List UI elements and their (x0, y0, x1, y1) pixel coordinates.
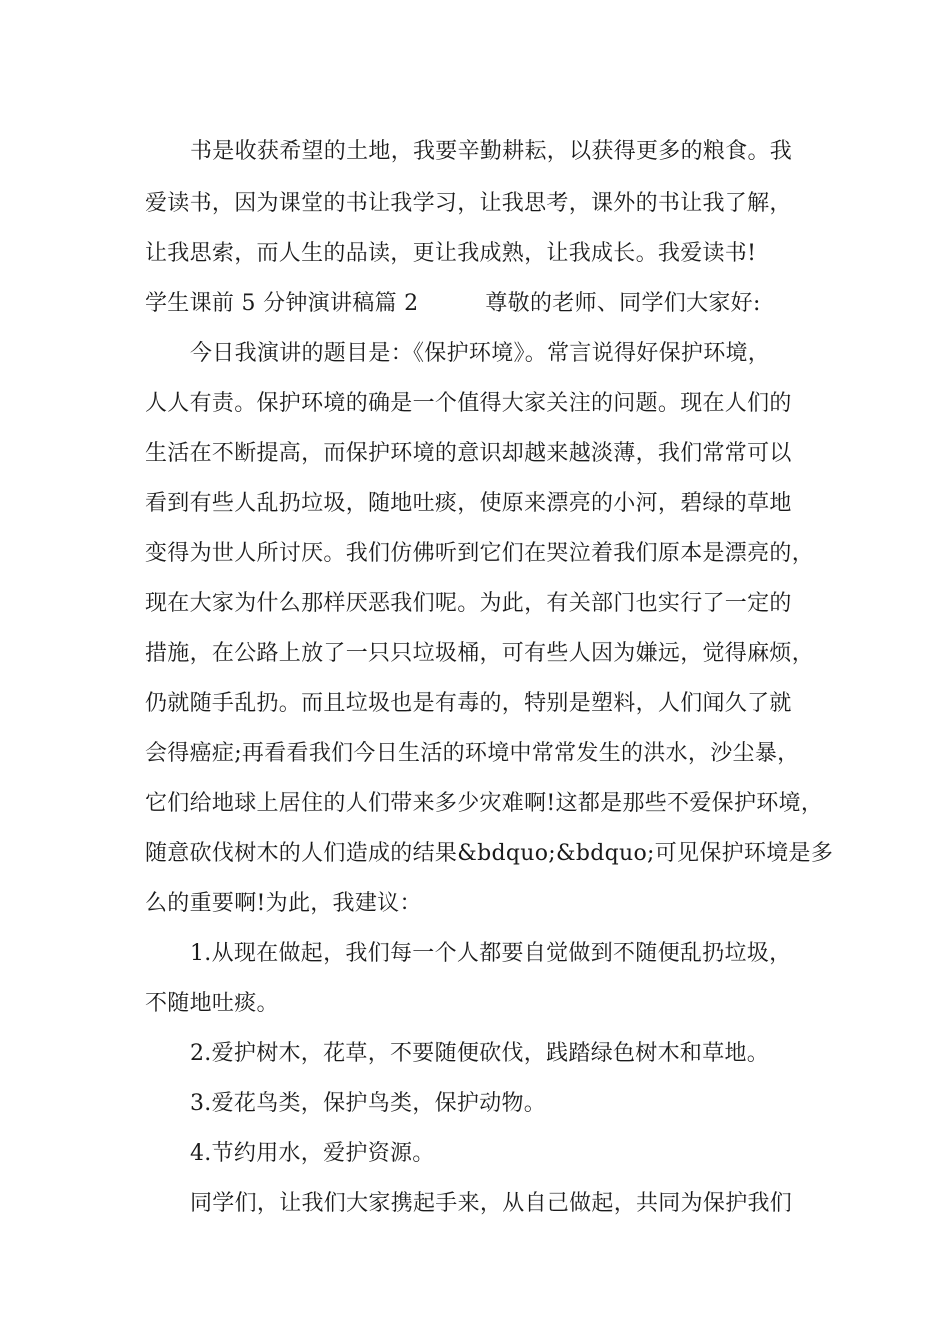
paragraph-line: 随意砍伐树木的人们造成的结果&bdquo;&bdquo;可见保护环境是多 (145, 841, 834, 866)
list-item: 3.爱花鸟类，保护鸟类，保护动物。 (190, 1091, 547, 1116)
paragraph-line: 会得癌症;再看看我们今日生活的环境中常常发生的洪水，沙尘暴， (145, 741, 800, 766)
paragraph-line: 措施，在公路上放了一只只垃圾桶，可有些人因为嫌远，觉得麻烦， (145, 641, 815, 666)
paragraph-line: 它们给地球上居住的人们带来多少灾难啊!这都是那些不爱保护环境， (145, 791, 824, 816)
paragraph-line: 现在大家为什么那样厌恶我们呢。为此，有关部门也实行了一定的 (145, 591, 792, 616)
list-item: 2.爱护树木，花草，不要随便砍伐，践踏绿色树木和草地。 (190, 1041, 770, 1066)
section-heading: 学生课前 5 分钟演讲稿篇 2 尊敬的老师、同学们大家好: (145, 291, 761, 316)
list-item: 4.节约用水，爱护资源。 (190, 1141, 435, 1166)
paragraph-line: 生活在不断提高，而保护环境的意识却越来越淡薄，我们常常可以 (145, 441, 792, 466)
list-item: 1.从现在做起，我们每一个人都要自觉做到不随便乱扔垃圾， (190, 941, 792, 966)
paragraph-line: 看到有些人乱扔垃圾，随地吐痰，使原来漂亮的小河，碧绿的草地 (145, 491, 792, 516)
paragraph-line: 仍就随手乱扔。而且垃圾也是有毒的，特别是塑料，人们闻久了就 (145, 691, 792, 716)
paragraph-line: 变得为世人所讨厌。我们仿佛听到它们在哭泣着我们原本是漂亮的， (145, 541, 815, 566)
paragraph-line: 今日我演讲的题目是：《保护环境》。常言说得好保护环境， (190, 341, 771, 366)
paragraph-line: 书是收获希望的土地，我要辛勤耕耘，以获得更多的粮食。我 (190, 139, 793, 164)
paragraph-line: 同学们，让我们大家携起手来，从自己做起，共同为保护我们 (190, 1191, 793, 1216)
paragraph-line: 爱读书，因为课堂的书让我学习，让我思考，课外的书让我了解， (145, 191, 792, 216)
paragraph-line: 人人有责。保护环境的确是一个值得大家关注的问题。现在人们的 (145, 391, 792, 416)
list-item-continuation: 不随地吐痰。 (145, 991, 279, 1016)
paragraph-line: 让我思索，而人生的品读，更让我成熟，让我成长。我爱读书! (145, 241, 757, 266)
paragraph-line: 么的重要啊!为此，我建议： (145, 891, 422, 916)
